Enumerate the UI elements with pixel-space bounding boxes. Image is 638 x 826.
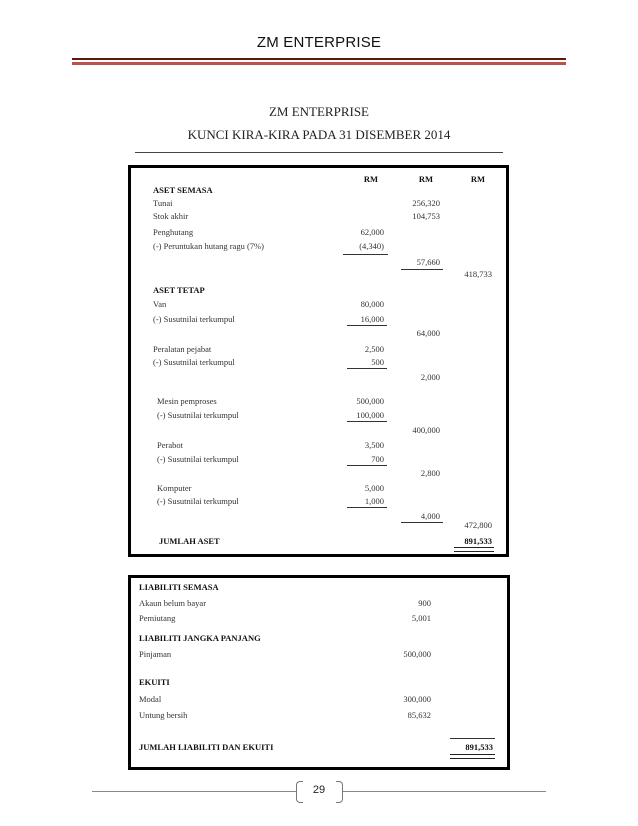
pinjaman-value: 500,000	[403, 649, 431, 659]
akaun-value: 900	[418, 598, 431, 608]
company-name: ZM ENTERPRISE	[268, 104, 370, 119]
stok-label: Stok akhir	[153, 211, 189, 221]
fixed-item-dep: 100,000	[356, 410, 384, 420]
title-underscore-rule	[135, 152, 503, 153]
col-header-1: RM	[363, 174, 378, 184]
pemiutang-value: 5,001	[411, 613, 431, 623]
page-number: 29	[312, 784, 326, 796]
tunai-label: Tunai	[153, 198, 173, 208]
stok-value: 104,753	[412, 211, 440, 221]
total-liabilities-value: 891,533	[465, 742, 493, 752]
fixed-item-cost: 5,000	[364, 483, 384, 493]
fixed-assets-heading: ASET TETAP	[153, 285, 205, 295]
modal-label: Modal	[139, 694, 162, 704]
liabilities-box	[128, 575, 510, 770]
fixed-item-dep-underline	[347, 368, 387, 369]
statement-title: KUNCI KIRA-KIRA PADA 31 DISEMBER 2014	[187, 127, 451, 142]
page-bracket-right	[336, 781, 343, 803]
fixed-item-dep-label: (-) Susutnilai terkumpul	[157, 496, 239, 506]
header-rule-dark	[72, 58, 566, 60]
untung-label: Untung bersih	[139, 710, 188, 720]
fixed-item-net: 400,000	[412, 425, 440, 435]
total-liabilities-underline-top	[450, 738, 495, 739]
tunai-value: 256,320	[412, 198, 440, 208]
equity-heading: EKUITI	[139, 677, 170, 687]
total-liabilities-label: JUMLAH LIABILITI DAN EKUITI	[139, 742, 274, 752]
modal-value: 300,000	[403, 694, 431, 704]
fixed-item-name: Peralatan pejabat	[153, 344, 212, 354]
pemiutang-label: Pemiutang	[139, 613, 176, 623]
footer-line-left	[92, 791, 296, 792]
total-assets-value: 891,533	[464, 536, 492, 546]
total-liabilities-double-underline	[450, 754, 495, 759]
fixed-item-net: 2,800	[420, 468, 440, 478]
fixed-item-dep-underline	[347, 507, 387, 508]
fixed-item-cost: 80,000	[360, 299, 384, 309]
akaun-label: Akaun belum bayar	[139, 598, 207, 608]
longterm-heading: LIABILITI JANGKA PANJANG	[139, 633, 261, 643]
fixed-item-name: Perabot	[157, 440, 183, 450]
fixed-item-dep-label: (-) Susutnilai terkumpul	[153, 314, 235, 324]
footer-line-right	[342, 791, 546, 792]
fixed-item-dep-underline	[347, 325, 387, 326]
fixed-item-dep: 16,000	[360, 314, 384, 324]
fixed-item-dep-label: (-) Susutnilai terkumpul	[153, 357, 235, 367]
fixed-item-name: Mesin pemproses	[157, 396, 217, 406]
current-assets-total: 418,733	[464, 269, 492, 279]
peruntukan-label: (-) Peruntukan hutang ragu (7%)	[153, 241, 264, 251]
current-liabilities-heading: LIABILITI SEMASA	[139, 582, 219, 592]
fixed-item-net: 2,000	[420, 372, 440, 382]
total-assets-double-underline	[454, 547, 494, 552]
penghutang-value: 62,000	[360, 227, 384, 237]
fixed-item-dep-label: (-) Susutnilai terkumpul	[157, 454, 239, 464]
net-penghutang-value: 57,660	[416, 257, 440, 267]
fixed-net-underline	[401, 522, 443, 523]
fixed-item-cost: 500,000	[356, 396, 384, 406]
fixed-item-dep-underline	[347, 421, 387, 422]
current-assets-heading: ASET SEMASA	[153, 185, 213, 195]
penghutang-label: Penghutang	[153, 227, 194, 237]
fixed-item-cost: 2,500	[364, 344, 384, 354]
fixed-item-net: 4,000	[420, 511, 440, 521]
peruntukan-value: (4,340)	[359, 241, 384, 251]
untung-value: 85,632	[407, 710, 431, 720]
total-assets-label: JUMLAH ASET	[159, 536, 220, 546]
fixed-item-dep-underline	[347, 465, 387, 466]
running-header: ZM ENTERPRISE	[256, 34, 382, 51]
col-header-3: RM	[470, 174, 485, 184]
col-header-2: RM	[418, 174, 433, 184]
fixed-item-dep: 700	[371, 454, 384, 464]
fixed-item-name: Komputer	[157, 483, 192, 493]
header-rule-red	[72, 62, 566, 65]
fixed-assets-total: 472,800	[464, 520, 492, 530]
fixed-item-dep: 500	[371, 357, 384, 367]
pinjaman-label: Pinjaman	[139, 649, 172, 659]
assets-box	[128, 165, 509, 557]
net-penghutang-underline	[401, 269, 443, 270]
fixed-item-name: Van	[153, 299, 167, 309]
fixed-item-net: 64,000	[416, 328, 440, 338]
peruntukan-underline	[343, 254, 388, 255]
fixed-item-cost: 3,500	[364, 440, 384, 450]
fixed-item-dep: 1,000	[364, 496, 384, 506]
fixed-item-dep-label: (-) Susutnilai terkumpul	[157, 410, 239, 420]
